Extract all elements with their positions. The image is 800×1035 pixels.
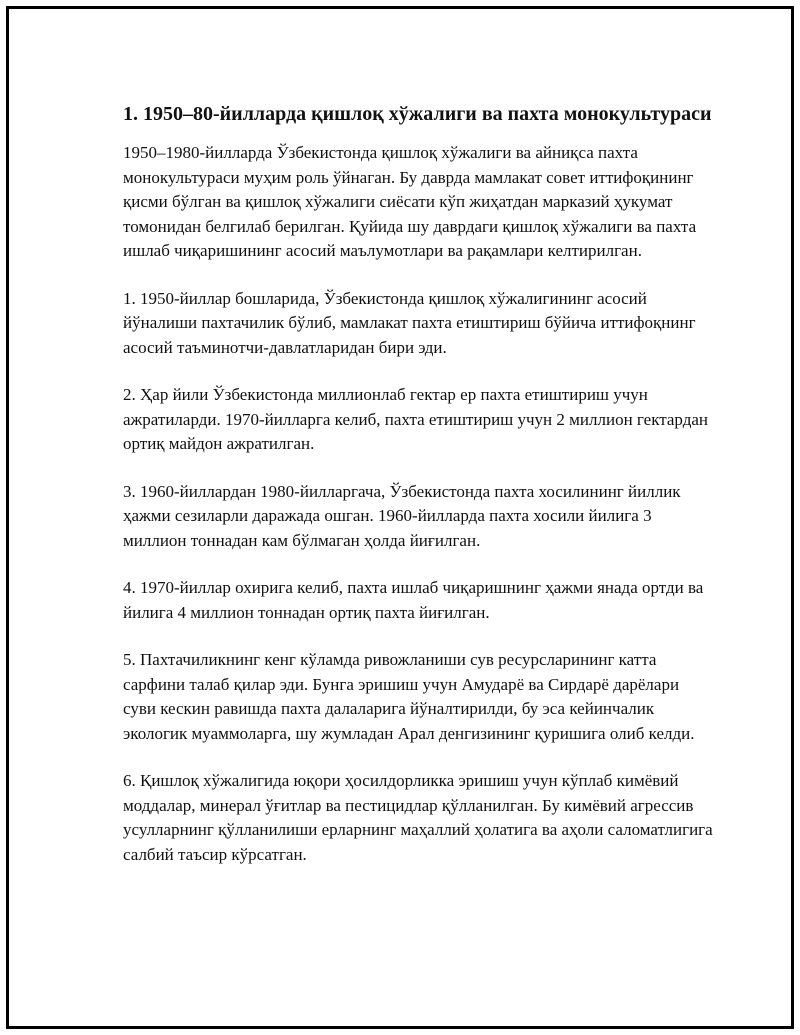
point-paragraph-6: 6. Қишлоқ хўжалигида юқори ҳосилдорликка эришиш учун кўплаб кимёвий моддалар, минерал ўғитлар ва пестицидлар қўлланилган. Бу кимёвий агрессив усулларнинг қўлланилиши ерларнинг маҳаллий ҳолатига ва аҳоли саломатлигига салбий таъсир кўрсатган. xyxy=(123,771,713,864)
page-frame xyxy=(6,6,794,1029)
point-paragraph-1: 1. 1950-йиллар бошларида, Ўзбекистонда қишлоқ хўжалигининг асосий йўналиши пахтачилик бўлиб, мамлакат пахта етиштириш бўйича иттифоқнинг асосий таъминотчи-давлатларидан бири эди. xyxy=(123,288,696,357)
page-title: 1. 1950–80-йилларда қишлоқ хўжалиги ва пахта монокультураси xyxy=(123,103,712,125)
point-paragraph-3: 3. 1960-йиллардан 1980-йилларгача, Ўзбекистонда пахта хосилининг йиллик ҳажми сезиларли даражада ошган. 1960-йилларда пахта хосили йилига 3 миллион тоннадан кам бўлмаган ҳолда йиғилган. xyxy=(123,481,681,550)
point-paragraph-5: 5. Пахтачиликнинг кенг кўламда ривожланиши сув ресурсларининг катта сарфини талаб қилар эди. Бунга эришиш учун Амударё ва Сирдарё дарёлари суви кескин равишда пахта далаларига йўналтирилди, бу эса кейинчалик экологик муаммоларга, шу жумладан Арал денгизининг қуришига олиб келди. xyxy=(123,650,695,743)
intro-paragraph: 1950–1980-йилларда Ўзбекистонда қишлоқ хўжалиги ва айниқса пахта монокультураси муҳим роль ўйнаган. Бу даврда мамлакат совет иттифоқининг қисми бўлган ва қишлоқ хўжалиги сиёсати кўп жиҳатдан марказий ҳукумат томонидан белгилаб берилган. Қуйида шу даврдаги қишлоқ хўжалиги ва пахта ишлаб чиқаришининг асосий маълумотлари ва рақамлари келтирилган. xyxy=(123,143,697,260)
document-body xyxy=(123,101,713,890)
point-paragraph-2: 2. Ҳар йили Ўзбекистонда миллионлаб гектар ер пахта етиштириш учун ажратиларди. 1970-йилларга келиб, пахта етиштириш учун 2 миллион гектардан ортиқ майдон ажратилган. xyxy=(123,385,708,453)
point-paragraph-4: 4. 1970-йиллар охирига келиб, пахта ишлаб чиқаришнинг ҳажми янада ортди ва йилига 4 миллион тоннадан ортиқ пахта йиғилган. xyxy=(123,578,704,622)
